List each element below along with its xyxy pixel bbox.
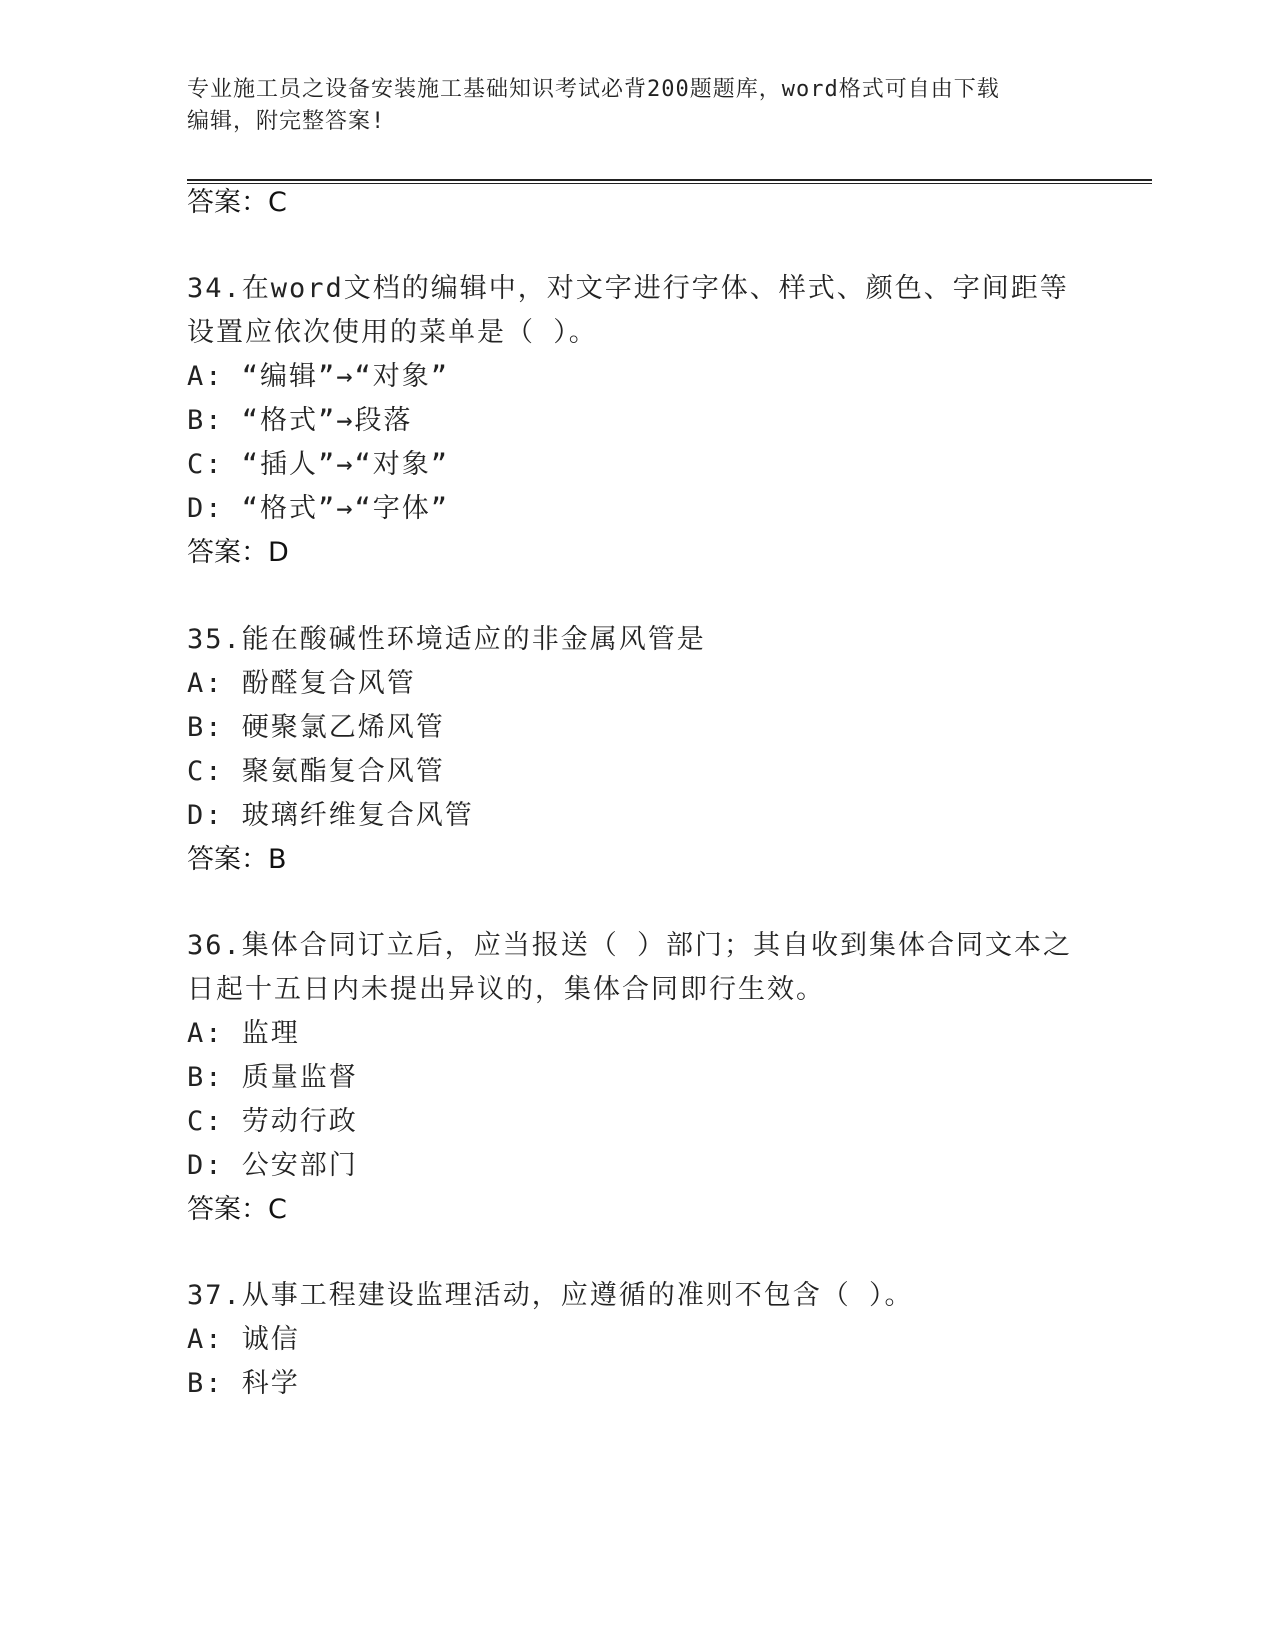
q35-stem-line1: 35.能在酸碱性环境适应的非金属风管是 — [187, 624, 706, 655]
header-title-line1: 专业施工员之设备安装施工基础知识考试必背200题题库，word格式可自由下载 — [187, 77, 1000, 102]
q37-option-a: A: 诚信 — [187, 1324, 300, 1355]
q35-option-a: A: 酚醛复合风管 — [187, 668, 416, 699]
q34-stem-line1: 34.在word文档的编辑中，对文字进行字体、样式、颜色、字间距等 — [187, 273, 1069, 304]
q35-option-d: D: 玻璃纤维复合风管 — [187, 800, 474, 831]
answer-prev: 答案：C — [187, 187, 287, 218]
q35-option-b: B: 硬聚氯乙烯风管 — [187, 712, 445, 743]
q36-option-c: C: 劳动行政 — [187, 1106, 358, 1137]
q36-answer: 答案：C — [187, 1194, 287, 1225]
q34-option-d: D: “格式”→“字体” — [187, 493, 450, 524]
q36-option-a: A: 监理 — [187, 1018, 300, 1049]
header-title-line2: 编辑，附完整答案! — [187, 109, 386, 134]
q36-option-b: B: 质量监督 — [187, 1062, 358, 1093]
header-rule — [187, 179, 1152, 181]
q34-answer: 答案：D — [187, 537, 289, 568]
q34-stem-line2: 设置应依次使用的菜单是（ ）。 — [187, 317, 598, 348]
header-rule-thin — [187, 183, 1152, 184]
q36-option-d: D: 公安部门 — [187, 1150, 358, 1181]
q37-stem-line1: 37.从事工程建设监理活动，应遵循的准则不包含（ ）。 — [187, 1280, 914, 1311]
q36-stem-line1: 36.集体合同订立后，应当报送（ ）部门；其自收到集体合同文本之 — [187, 930, 1073, 961]
q34-option-a: A: “编辑”→“对象” — [187, 361, 450, 392]
q34-option-b: B: “格式”→段落 — [187, 405, 413, 436]
q37-option-b: B: 科学 — [187, 1368, 300, 1399]
q34-option-c: C: “插人”→“对象” — [187, 449, 450, 480]
q36-stem-line2: 日起十五日内未提出异议的，集体合同即行生效。 — [187, 974, 825, 1005]
q35-option-c: C: 聚氨酯复合风管 — [187, 756, 445, 787]
page-header — [187, 74, 1067, 138]
q35-answer: 答案：B — [187, 844, 287, 875]
